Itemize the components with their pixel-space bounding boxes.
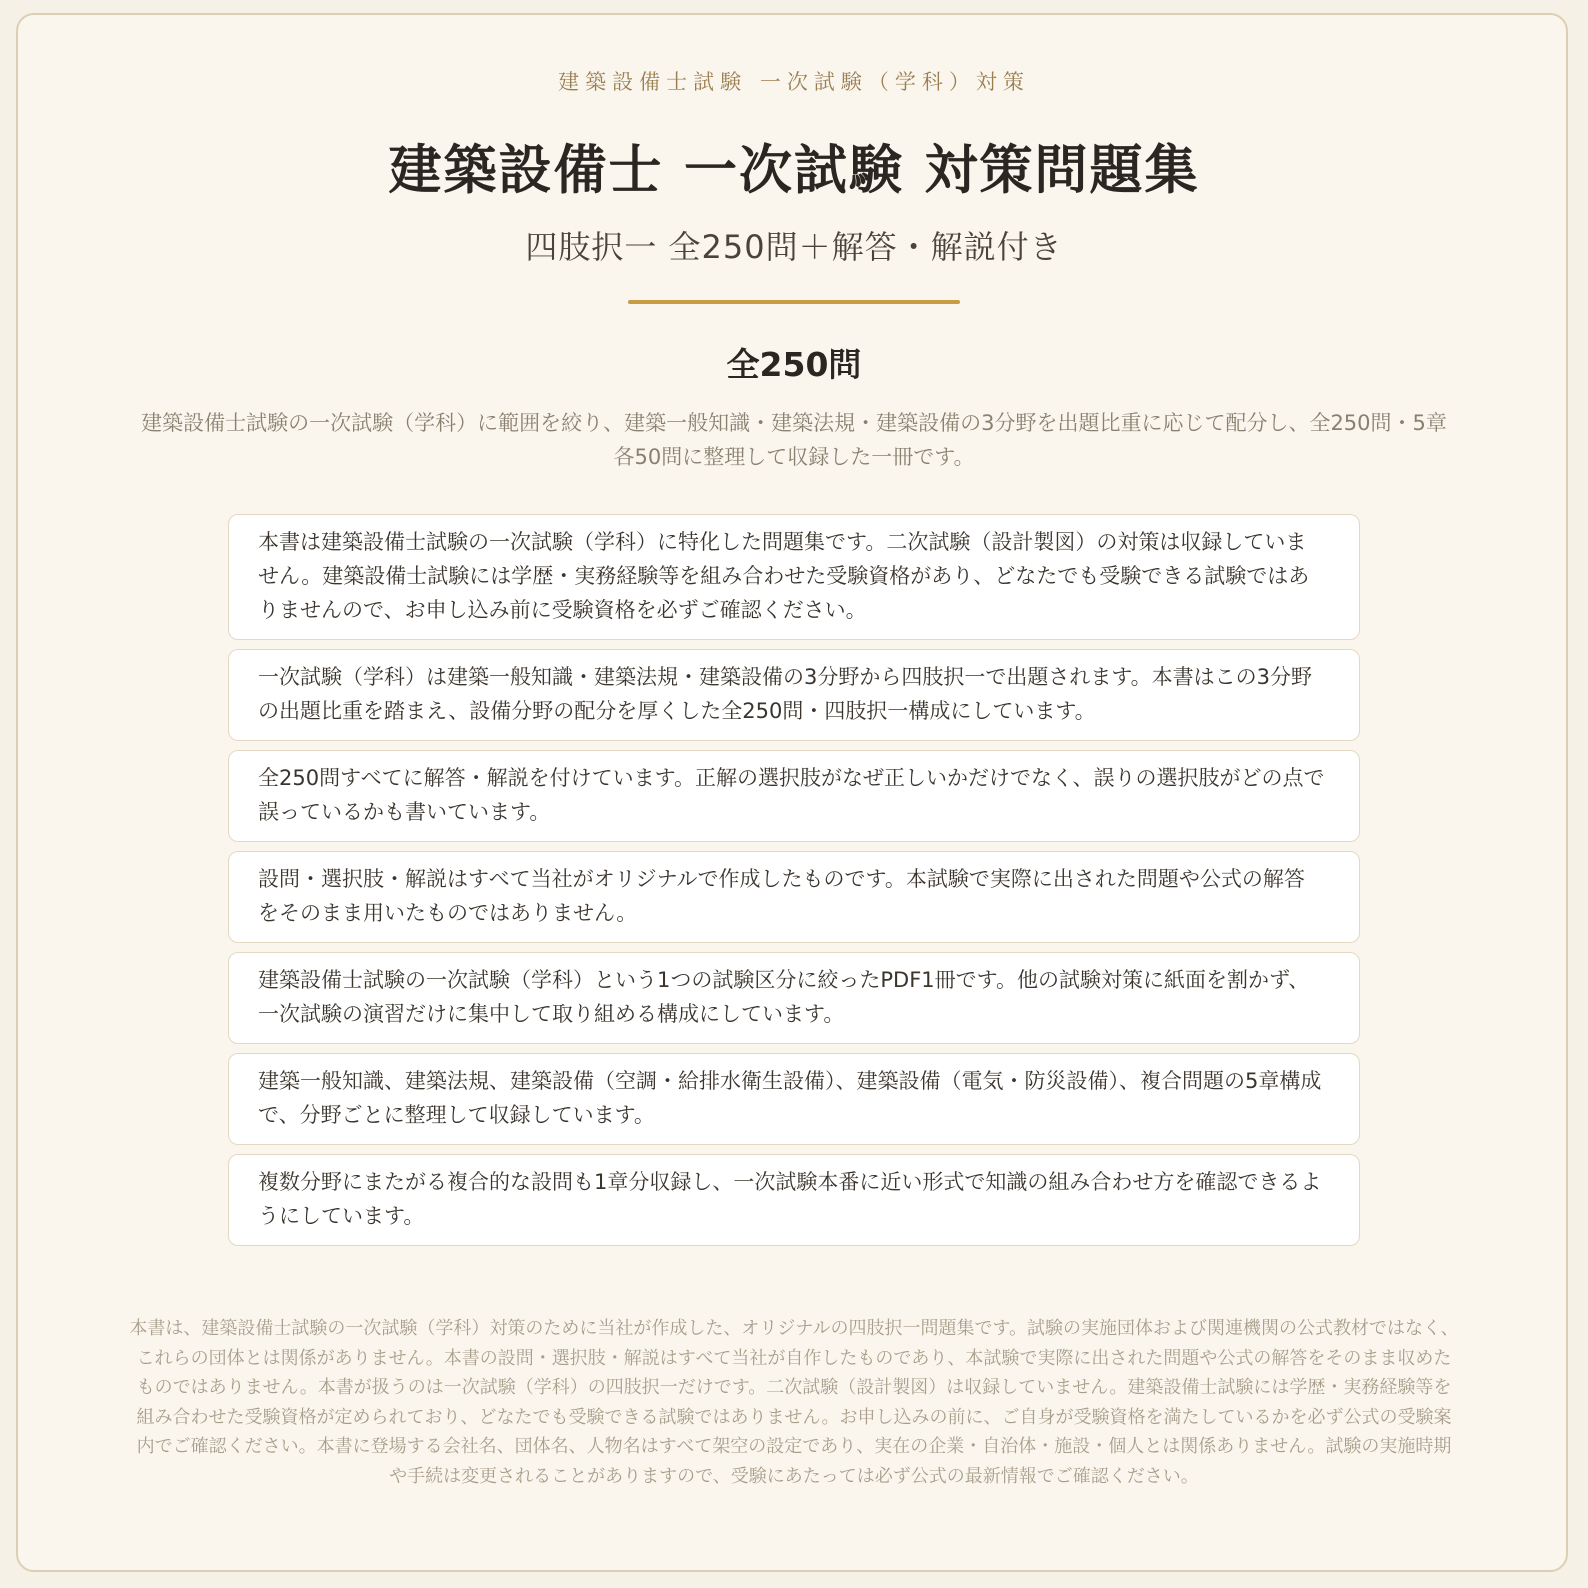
- feature-card: 全250問すべてに解答・解説を付けています。正解の選択肢がなぜ正しいかだけでなく、誤りの選択肢がどの点で誤っているかも書いています。: [228, 750, 1360, 842]
- disclaimer-footnote: 本書は、建築設備士試験の一次試験（学科）対策のために当社が作成した、オリジナルの四肢択一問題集です。試験の実施団体および関連機関の公式教材ではなく、これらの団体とは関係がありません。本書の設問・選択肢・解説はすべて当社が自作したものであり、本試験で実際に出された問題や公式の解答をそのまま収めたものではありません。本書が扱うのは一次試験（学科）の四肢択一だけです。二次試験（設計製図）は収録していません。建築設備士試験には学歴・実務経験等を組み合わせた受験資格が定められており、どなたでも受験できる試験ではありません。お申し込みの前に、ご自身が受験資格を満たしているかを必ず公式の受験案内でご確認ください。本書に登場する会社名、団体名、人物名はすべて架空の設定であり、実在の企業・自治体・施設・個人とは関係ありません。試験の実施時期や手続は変更されることがありますので、受験にあたっては必ず公式の最新情報でご確認ください。: [129, 1318, 1459, 1487]
- feature-card: 建築一般知識、建築法規、建築設備（空調・給排水衛生設備）、建築設備（電気・防災設備）、複合問題の5章構成で、分野ごとに整理して収録しています。: [228, 1053, 1360, 1145]
- feature-card: 本書は建築設備士試験の一次試験（学科）に特化した問題集です。二次試験（設計製図）の対策は収録していません。建築設備士試験には学歴・実務経験等を組み合わせた受験資格があり、どなたでも受験できる試験ではありませんので、お申し込み前に受験資格を必ずご確認ください。: [228, 514, 1360, 640]
- feature-card: 複数分野にまたがる複合的な設問も1章分収録し、一次試験本番に近い形式で知識の組み合わせ方を確認できるようにしています。: [228, 1154, 1360, 1246]
- feature-card: 設問・選択肢・解説はすべて当社がオリジナルで作成したものです。本試験で実際に出された問題や公式の解答をそのまま用いたものではありません。: [228, 851, 1360, 943]
- accent-divider: [628, 300, 960, 304]
- question-count-heading: 全250問: [726, 345, 862, 384]
- feature-card-list: [228, 514, 1360, 1255]
- page-subtitle: 四肢択一 全250問＋解答・解説付き: [525, 228, 1063, 266]
- page-title: 建築設備士 一次試験 対策問題集: [388, 140, 1200, 201]
- lead-paragraph: 建築設備士試験の一次試験（学科）に範囲を絞り、建築一般知識・建築法規・建築設備の3分野を出題比重に応じて配分し、全250問・5章各50問に整理して収録した一冊です。: [141, 411, 1447, 469]
- feature-card: 建築設備士試験の一次試験（学科）という1つの試験区分に絞ったPDF1冊です。他の試験対策に紙面を割かず、一次試験の演習だけに集中して取り組める構成にしています。: [228, 952, 1360, 1044]
- feature-card: 一次試験（学科）は建築一般知識・建築法規・建築設備の3分野から四肢択一で出題されます。本書はこの3分野の出題比重を踏まえ、設備分野の配分を厚くした全250問・四肢択一構成にしています。: [228, 649, 1360, 741]
- kicker-text: 建築設備士試験 一次試験（学科）対策: [558, 70, 1030, 94]
